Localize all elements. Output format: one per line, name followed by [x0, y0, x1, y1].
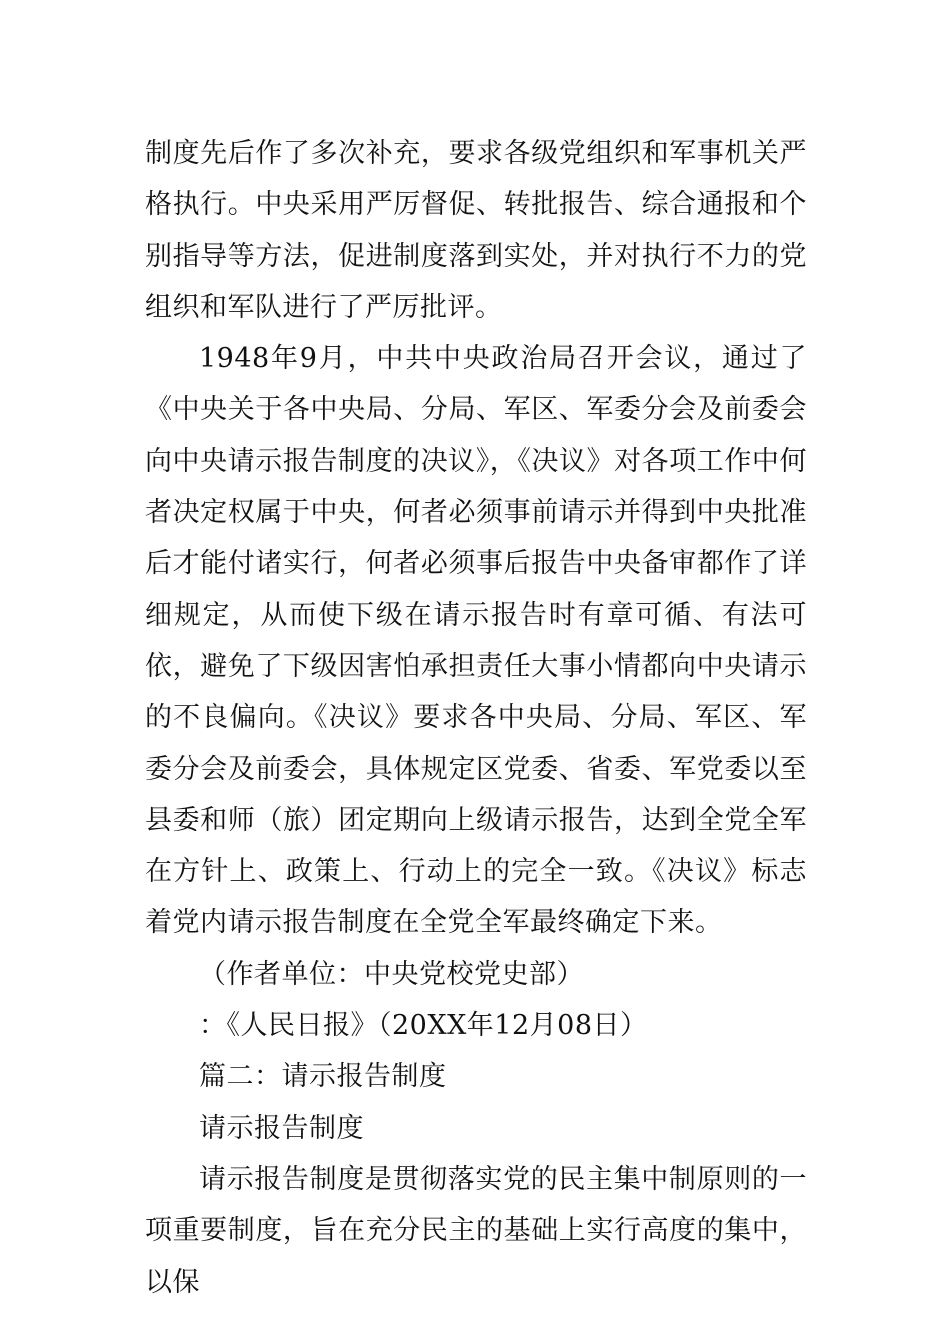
author-affiliation: （作者单位：中央党校党史部） — [199, 958, 584, 990]
paragraph-1948-resolution: 1948年9月，中共中央政治局召开会议，通过了《中央关于各中央局、分局、军区、军委分会及前委会向中央请示报告制度的决议》，《决议》对各项工作中何者决定权属于中央，何者必须事前请示并得到中央批准后才能付诸实行，何者必须事后报告中央备审都作了详细规定，从而使下级在请示报告时有章可循、有法可依，避免了下级因害怕承担责任大事小情都向中央请示的不良偏向。《决议》要求各中央局、分局、军区、军委分会及前委会，具体规定区党委、省委、军党委以至县委和师（旅）团定期向上级请示报告，达到全党全军在方针上、政策上、行动上的完全一致。《决议》标志着党内请示报告制度在全党全军最终确定下来。 — [145, 343, 807, 939]
document-body — [145, 128, 807, 1308]
section-heading: 篇二：请示报告制度 — [199, 1061, 447, 1093]
paragraph-intro: 请示报告制度是贯彻落实党的民主集中制原则的一项重要制度，旨在充分民主的基础上实行高度的集中，以保 — [145, 1163, 807, 1298]
paragraph-continuation: 制度先后作了多次补充，要求各级党组织和军事机关严格执行。中央采用严厉督促、转批报告、综合通报和个别指导等方法，促进制度落到实处，并对执行不力的党组织和军队进行了严厉批评。 — [145, 138, 807, 323]
source-citation: ：《人民日报》（20XX年12月08日） — [199, 1010, 648, 1042]
article-title: 请示报告制度 — [199, 1112, 364, 1144]
